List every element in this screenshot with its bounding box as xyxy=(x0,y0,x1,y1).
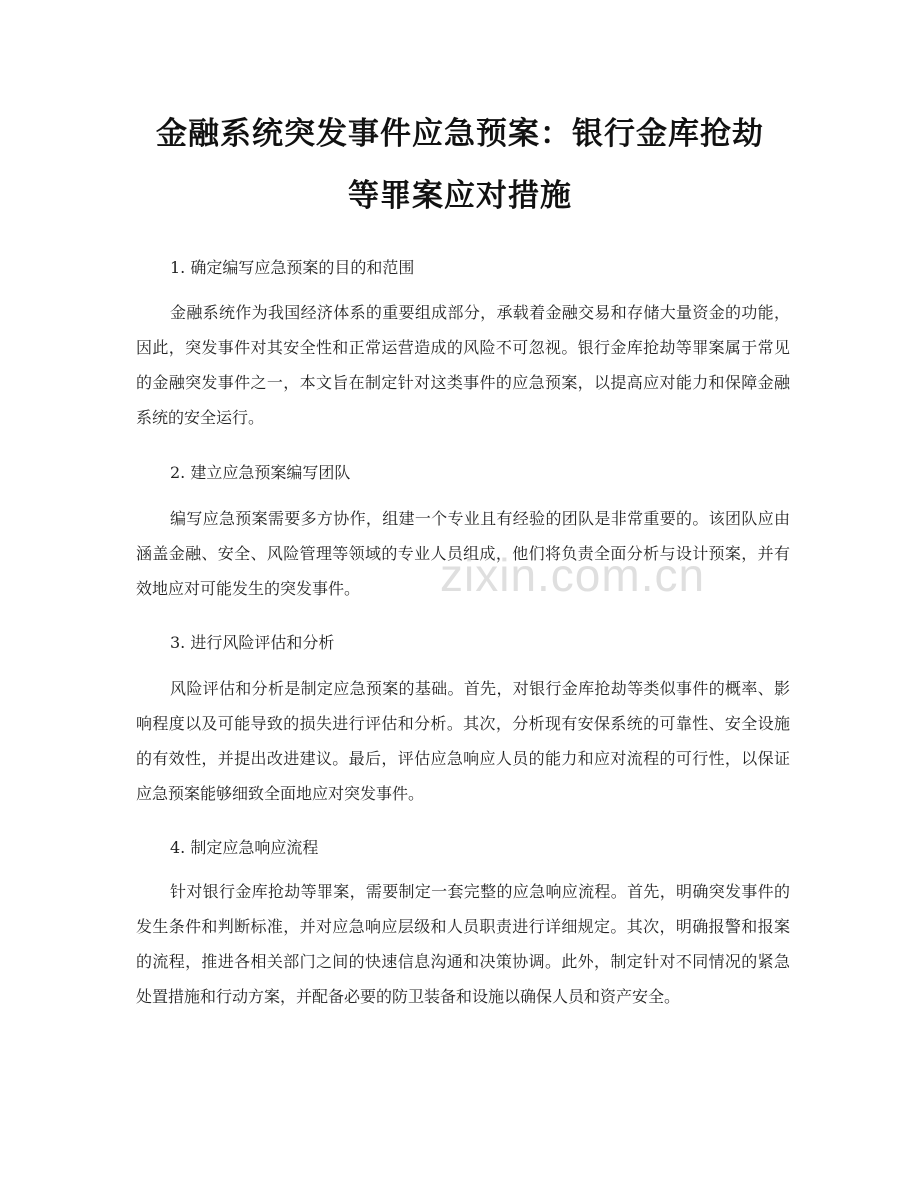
section-body-4: 针对银行金库抢劫等罪案，需要制定一套完整的应急响应流程。首先，明确突发事件的发生条件和判断标准，并对应急响应层级和人员职责进行详细规定。其次，明确报警和报案的流程，推进各相关部门之间的快速信息沟通和决策协调。此外，制定针对不同情况的紧急处置措施和行动方案，并配备必要的防卫装备和设施以确保人员和资产安全。 xyxy=(136,882,790,1006)
section-body-1: 金融系统作为我国经济体系的重要组成部分，承载着金融交易和存储大量资金的功能，因此，突发事件对其安全性和正常运营造成的风险不可忽视。银行金库抢劫等罪案属于常见的金融突发事件之一，本文旨在制定针对这类事件的应急预案，以提高应对能力和保障金融系统的安全运行。 xyxy=(136,303,790,427)
section-body-3: 风险评估和分析是制定应急预案的基础。首先，对银行金库抢劫等类似事件的概率、影响程度以及可能导致的损失进行评估和分析。其次，分析现有安保系统的可靠性、安全设施的有效性，并提出改进建议。最后，评估应急响应人员的能力和应对流程的可行性，以保证应急预案能够细致全面地应对突发事件。 xyxy=(136,679,790,803)
section-heading-3: 3. 进行风险评估和分析 xyxy=(170,633,335,652)
document-title-line-2: 等罪案应对措施 xyxy=(348,178,572,214)
watermark: zixin.com.cn xyxy=(440,549,706,601)
section-heading-4: 4. 制定应急响应流程 xyxy=(170,838,319,857)
section-heading-1: 1. 确定编写应急预案的目的和范围 xyxy=(170,258,415,277)
section-heading-2: 2. 建立应急预案编写团队 xyxy=(170,463,351,482)
section-body-2: 编写应急预案需要多方协作，组建一个专业且有经验的团队是非常重要的。该团队应由涵盖金融、安全、风险管理等领域的专业人员组成，他们将负责全面分析与设计预案，并有效地应对可能发生的突发事件。 xyxy=(136,509,790,598)
document-title-line-1: 金融系统突发事件应急预案：银行金库抢劫 xyxy=(156,116,764,152)
